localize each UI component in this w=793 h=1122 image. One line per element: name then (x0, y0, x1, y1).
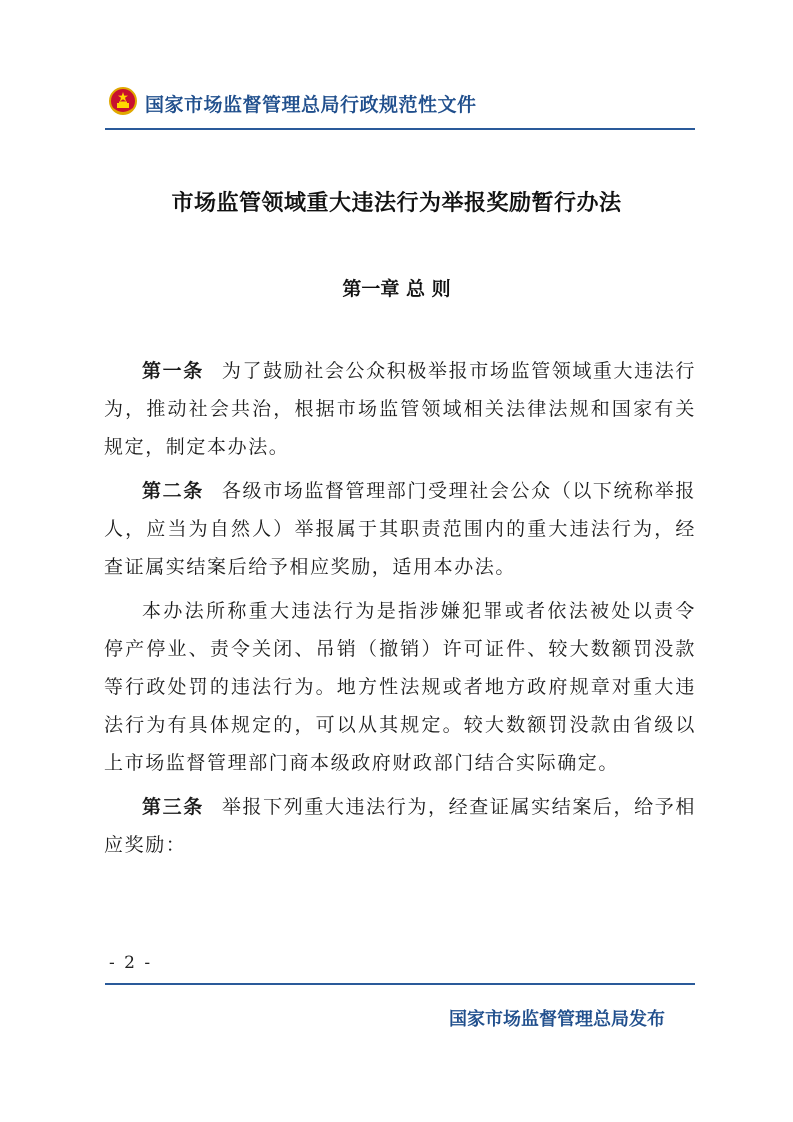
national-emblem-icon (108, 87, 138, 117)
footer-divider (105, 983, 695, 985)
page-number: - 2 - (109, 953, 153, 973)
article-text: 举报下列重大违法行为，经查证属实结案后，给予相应奖励： (104, 796, 696, 856)
article-text: 为了鼓励社会公众积极举报市场监管领域重大违法行为，推动社会共治，根据市场监管领域相关法律法规和国家有关规定，制定本办法。 (104, 360, 696, 458)
document-title: 市场监管领域重大违法行为举报奖励暂行办法 (171, 191, 622, 216)
publisher-label: 国家市场监督管理总局发布 (449, 1009, 665, 1030)
article-label: 第三条 (142, 796, 204, 818)
article-text: 本办法所称重大违法行为是指涉嫌犯罪或者依法被处以责令停产停业、责令关闭、吊销（撤销）许可证件、较大数额罚没款等行政处罚的违法行为。地方性法规或者地方政府规章对重大违法行为有具体规定的，可以从其规定。较大数额罚没款由省级以上市场监督管理部门商本级政府财政部门结合实际确定。 (104, 600, 696, 774)
article-label: 第二条 (142, 480, 204, 502)
article-label: 第一条 (142, 360, 204, 382)
article-text: 各级市场监督管理部门受理社会公众（以下统称举报人，应当为自然人）举报属于其职责范围内的重大违法行为，经查证属实结案后给予相应奖励，适用本办法。 (104, 480, 696, 578)
article-paragraph (104, 788, 696, 864)
header-title: 国家市场监督管理总局行政规范性文件 (145, 94, 477, 116)
document-header (105, 84, 695, 120)
header-divider (105, 128, 695, 130)
article-paragraph (104, 592, 696, 782)
article-paragraph (104, 352, 696, 466)
document-body (104, 352, 696, 870)
chapter-heading: 第一章 总 则 (342, 278, 451, 300)
article-paragraph (104, 472, 696, 586)
